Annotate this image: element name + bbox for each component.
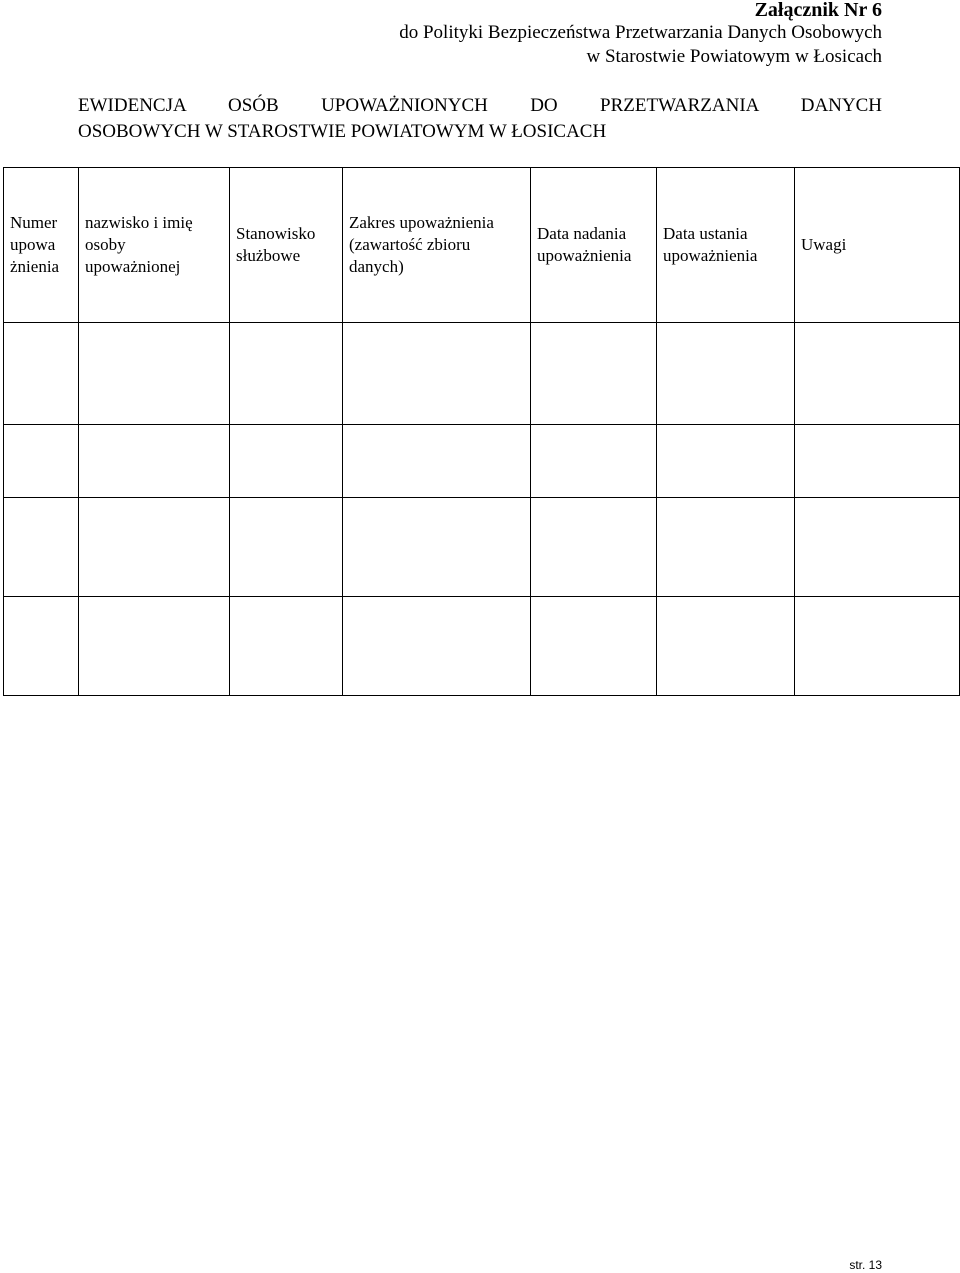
- table-cell: [230, 323, 343, 425]
- annex-policy-line: do Polityki Bezpieczeństwa Przetwarzania Danych Osobowych: [399, 22, 882, 43]
- document-title-line-1: EWIDENCJA OSÓB UPOWAŻNIONYCH DO PRZETWARZANIA DANYCH: [78, 95, 882, 116]
- table-cell: [343, 323, 531, 425]
- table-cell: [79, 425, 230, 498]
- column-header-name: nazwisko i imię osoby upoważnionej: [79, 168, 230, 323]
- authorization-register-table: [3, 167, 960, 696]
- table-cell: [343, 498, 531, 597]
- annex-office-line: w Starostwie Powiatowym w Łosicach: [586, 46, 882, 67]
- table-cell: [657, 425, 795, 498]
- table-row: [4, 498, 960, 597]
- table-cell: [531, 425, 657, 498]
- table-row: [4, 425, 960, 498]
- column-header-number: Numer upowa żnienia: [4, 168, 79, 323]
- table-cell: [531, 498, 657, 597]
- table-cell: [4, 597, 79, 696]
- table-cell: [657, 597, 795, 696]
- table-cell: [230, 498, 343, 597]
- table-cell: [795, 498, 960, 597]
- document-title-line-2: OSOBOWYCH W STAROSTWIE POWIATOWYM W ŁOSICACH: [78, 121, 607, 142]
- table-cell: [343, 425, 531, 498]
- table-cell: [4, 323, 79, 425]
- annex-title: Załącznik Nr 6: [754, 0, 882, 21]
- table-cell: [531, 323, 657, 425]
- column-header-grant-date: Data nadania upoważnienia: [531, 168, 657, 323]
- table-header-row: [4, 168, 960, 323]
- table-cell: [79, 323, 230, 425]
- table-cell: [657, 498, 795, 597]
- column-header-position: Stanowisko służbowe: [230, 168, 343, 323]
- table-cell: [531, 597, 657, 696]
- table-row: [4, 597, 960, 696]
- column-header-remarks: Uwagi: [795, 168, 960, 323]
- table-cell: [795, 597, 960, 696]
- table-cell: [79, 597, 230, 696]
- page-number: str. 13: [849, 1258, 882, 1272]
- table-cell: [795, 425, 960, 498]
- table-cell: [4, 425, 79, 498]
- table-cell: [343, 597, 531, 696]
- table-cell: [79, 498, 230, 597]
- table-cell: [4, 498, 79, 597]
- column-header-scope: Zakres upoważnienia (zawartość zbioru danych): [343, 168, 531, 323]
- table-cell: [657, 323, 795, 425]
- column-header-end-date: Data ustania upoważnienia: [657, 168, 795, 323]
- table-cell: [795, 323, 960, 425]
- table-cell: [230, 597, 343, 696]
- table-row: [4, 323, 960, 425]
- table-cell: [230, 425, 343, 498]
